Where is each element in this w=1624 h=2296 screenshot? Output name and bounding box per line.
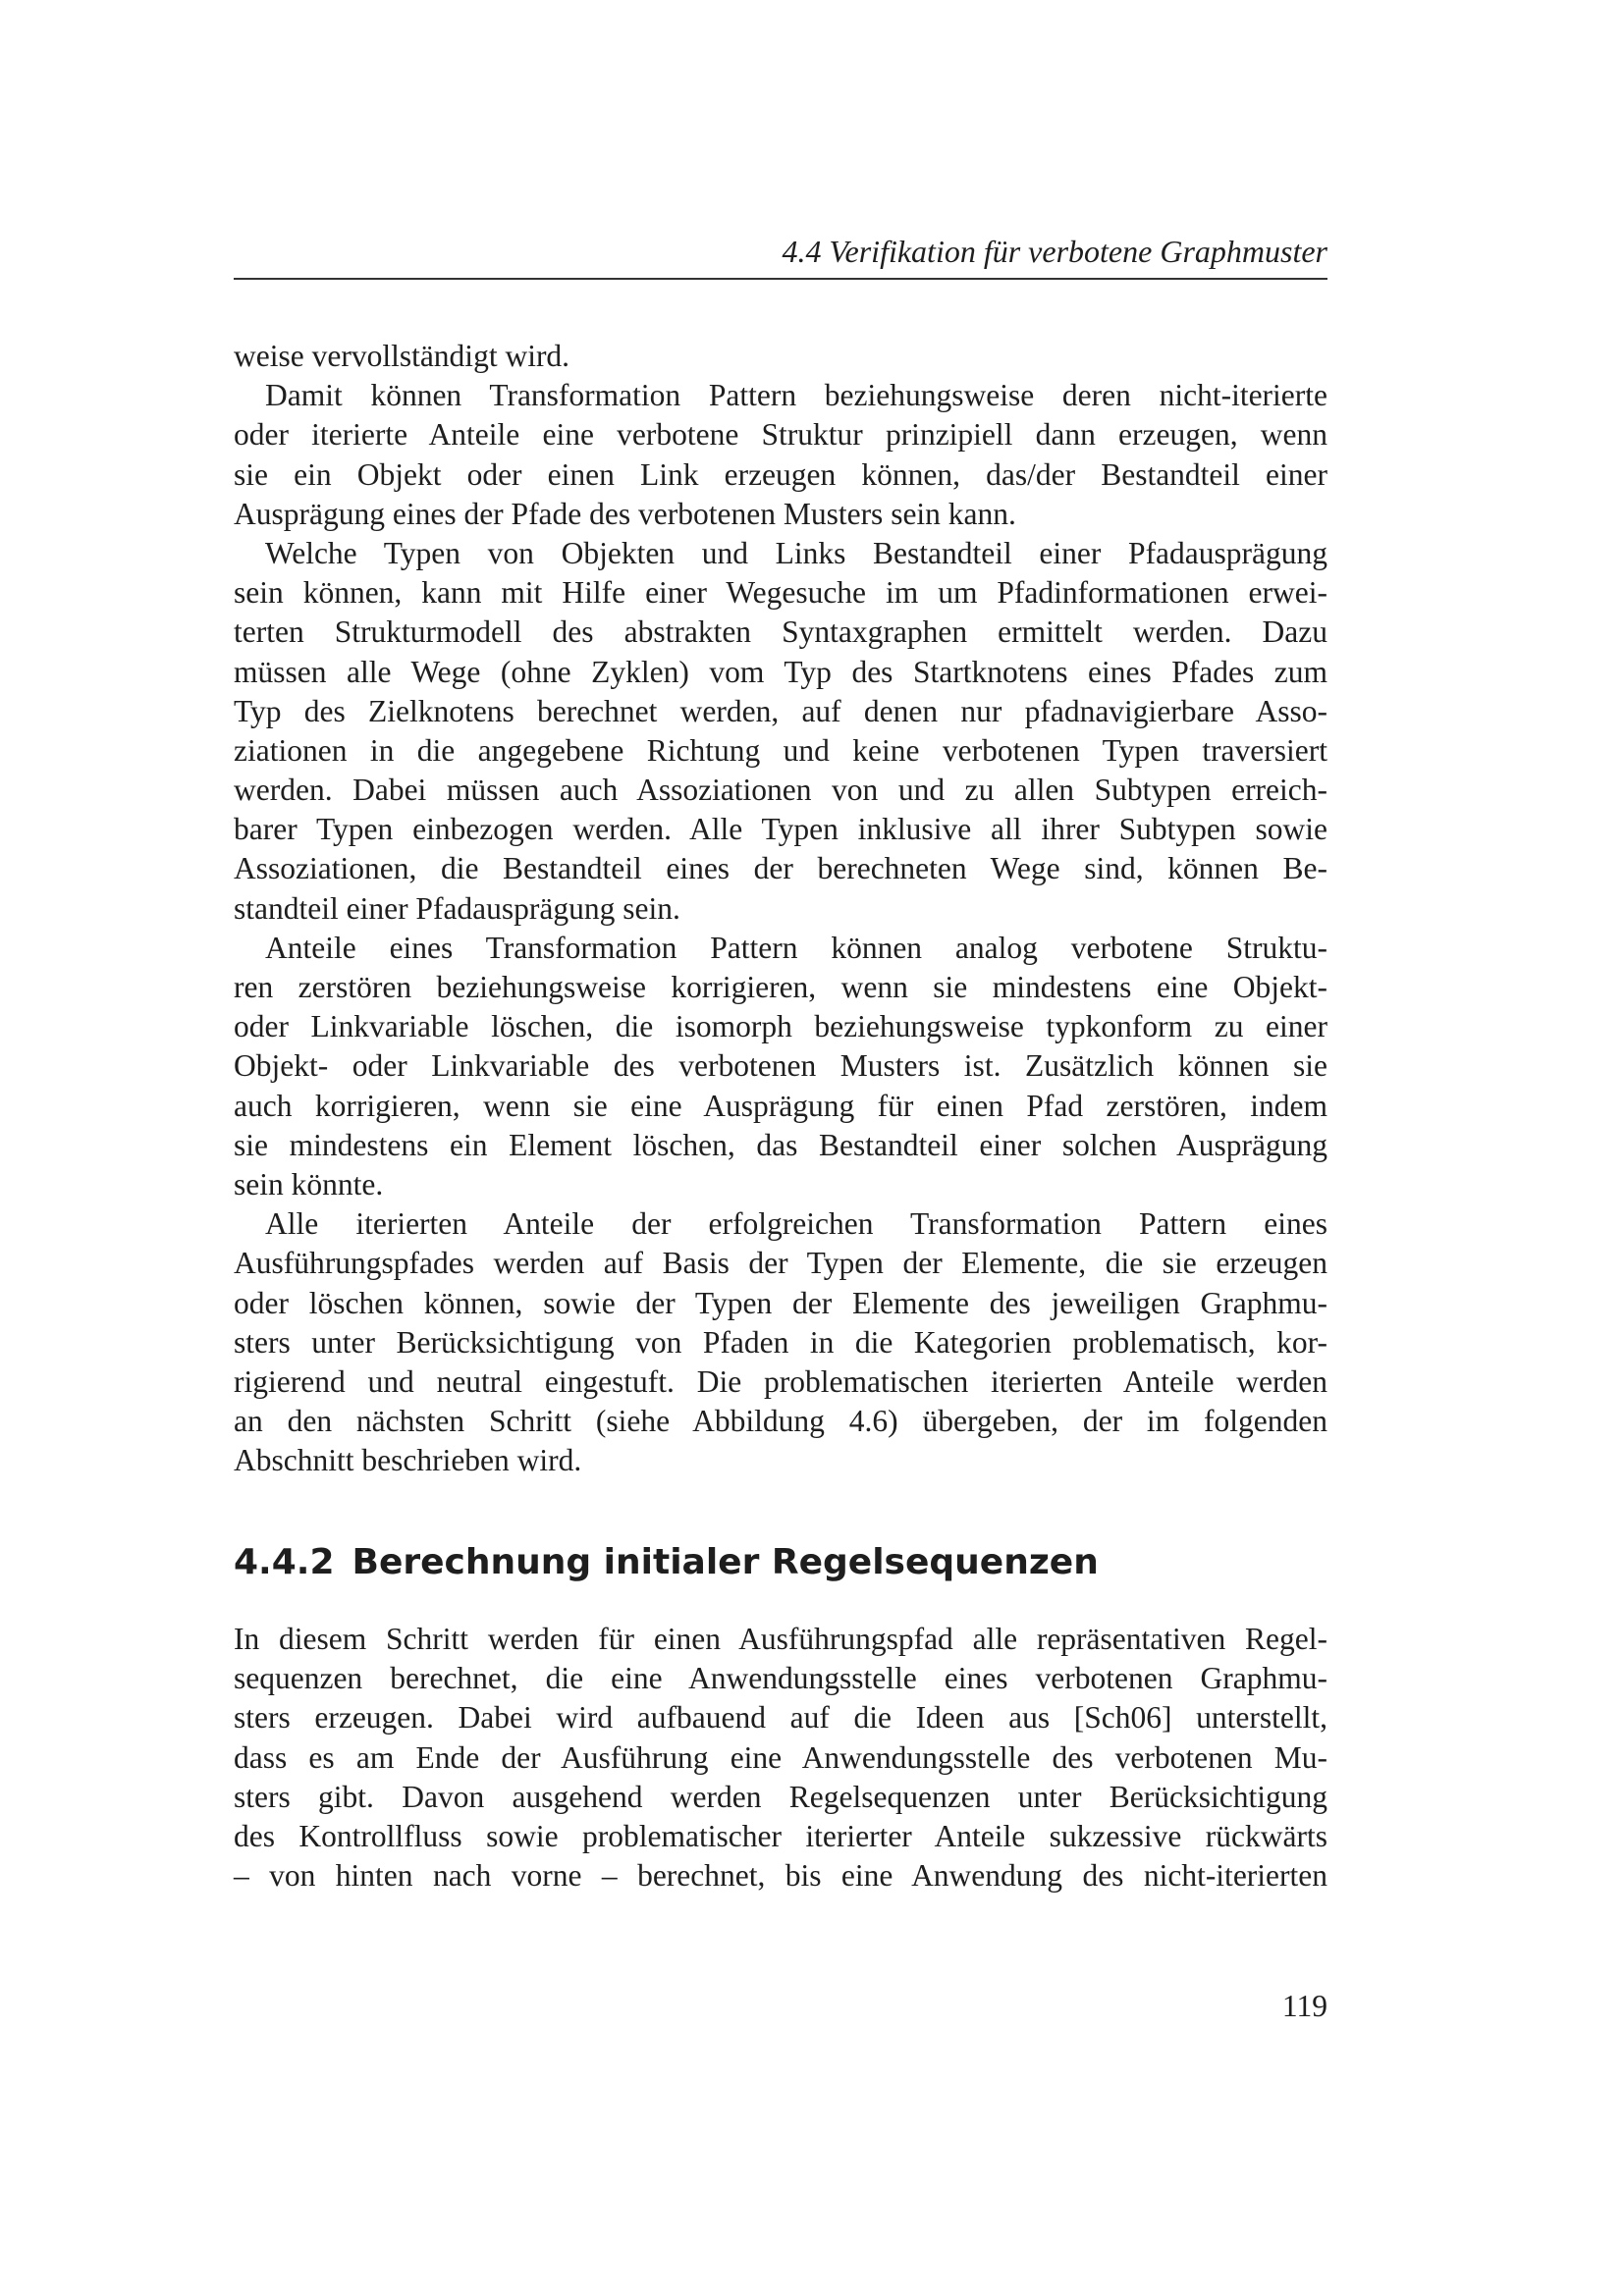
paragraph [234,534,1327,929]
text-line: Typ des Zielknotens berechnet werden, auf denen nur pfadnavigierbare Asso- [234,693,1327,728]
text-line: sie mindestens ein Element löschen, das Bestandteil einer solchen Ausprägung [234,1127,1327,1162]
text-line: dass es am Ende der Ausführung eine Anwendungsstelle des verbotenen Mu- [234,1739,1327,1775]
text-line: oder Linkvariable löschen, die isomorph beziehungsweise typkonform zu einer [234,1009,1327,1044]
text-line: Assoziationen, die Bestandteil eines der berechneten Wege sind, können Be- [234,851,1327,886]
section-body-text [234,1620,1327,1896]
text-line: Anteile eines Transformation Pattern können analog verbotene Struktu- [265,930,1327,965]
text-line: Ausprägung eines der Pfade des verbotenen Musters sein kann. [234,496,1016,531]
text-line: In diesem Schritt werden für einen Ausführungspfad alle repräsentativen Regel- [234,1622,1327,1656]
text-line: oder löschen können, sowie der Typen der Elemente des jeweiligen Graphmu- [234,1285,1327,1320]
text-line: sters unter Berücksichtigung von Pfaden in die Kategorien problematisch, kor- [234,1324,1327,1360]
text-line: sters gibt. Davon ausgehend werden Regelsequenzen unter Berücksichtigung [234,1779,1327,1814]
text-line: sequenzen berechnet, die eine Anwendungsstelle eines verbotenen Graphmu- [234,1661,1327,1696]
paragraph [234,1204,1327,1480]
text-line: an den nächsten Schritt (siehe Abbildung 4.6) übergeben, der im folgenden [234,1404,1327,1439]
text-line: werden. Dabei müssen auch Assoziationen von und zu allen Subtypen erreich- [234,773,1327,808]
text-line: rigierend und neutral eingestuft. Die problematischen iterierten Anteile werden [234,1363,1327,1399]
page-number: 119 [1281,1989,1327,2023]
section-heading [234,1541,1099,1584]
text-line: terten Strukturmodell des abstrakten Syntaxgraphen ermittelt werden. Dazu [234,614,1327,650]
text-line: Welche Typen von Objekten und Links Bestandteil einer Pfadausprägung [265,535,1327,570]
text-line: des Kontrollfluss sowie problematischer iterierter Anteile sukzessive rückwärts [234,1818,1327,1853]
text-line: standteil einer Pfadausprägung sein. [234,890,680,926]
text-line: sein könnte. [234,1166,384,1201]
text-line: Damit können Transformation Pattern beziehungsweise deren nicht-iterierte [265,378,1327,413]
text-line: sein können, kann mit Hilfe einer Wegesuche im um Pfadinformationen erwei- [234,575,1327,611]
text-line: oder iterierte Anteile eine verbotene Struktur prinzipiell dann erzeugen, wenn [234,417,1327,453]
text-line: müssen alle Wege (ohne Zyklen) vom Typ des Startknotens eines Pfades zum [234,654,1327,689]
text-line: Ausführungspfades werden auf Basis der Typen der Elemente, die sie erzeugen [234,1246,1327,1281]
body-text-continuation [234,337,1327,1480]
section-number: 4.4.2 [234,1542,335,1582]
text-line: sie ein Objekt oder einen Link erzeugen können, das/der Bestandteil einer [234,456,1327,492]
text-line: Objekt- oder Linkvariable des verbotenen Musters ist. Zusätzlich können sie [234,1048,1327,1084]
text-line: Alle iterierten Anteile der erfolgreichen Transformation Pattern eines [265,1206,1327,1242]
paragraph [234,376,1327,534]
paragraph [234,337,1327,376]
running-header: 4.4 Verifikation für verbotene Graphmuster [782,234,1327,269]
text-line: ziationen in die angegebene Richtung und keine verbotenen Typen traversiert [234,732,1327,768]
text-line: – von hinten nach vorne – berechnet, bis eine Anwendung des nicht-iterierten [234,1858,1327,1894]
text-line: barer Typen einbezogen werden. Alle Typen inklusive all ihrer Subtypen sowie [234,812,1327,847]
section-title: Berechnung initialer Regelsequenzen [352,1542,1099,1582]
text-line: ren zerstören beziehungsweise korrigieren, wenn sie mindestens eine Objekt- [234,970,1327,1004]
paragraph [234,1620,1327,1896]
text-line: Abschnitt beschrieben wird. [234,1443,582,1478]
text-line: weise vervollständigt wird. [234,339,570,373]
text-line: sters erzeugen. Dabei wird aufbauend auf die Ideen aus [Sch06] unterstellt, [234,1700,1327,1735]
header-rule [234,278,1327,280]
paragraph [234,929,1327,1204]
text-line: auch korrigieren, wenn sie eine Ausprägung für einen Pfad zerstören, indem [234,1088,1327,1123]
